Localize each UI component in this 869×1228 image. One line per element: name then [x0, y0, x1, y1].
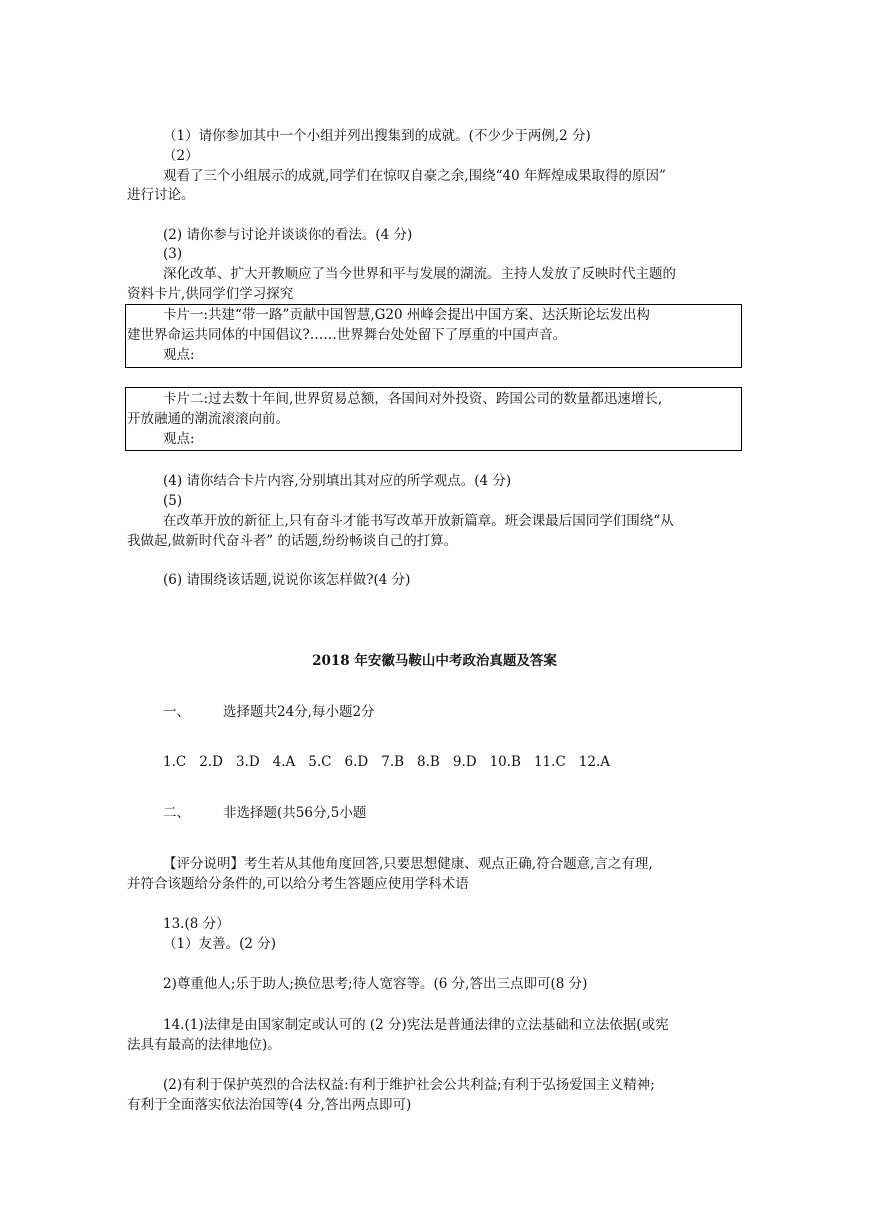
card-two-line-2: 开放融通的潮流滚滚向前。: [127, 411, 289, 427]
choice-8: 8.B: [417, 754, 440, 770]
question-2: (2) 请你参与讨论并谈谈你的看法。(4 分): [163, 227, 413, 243]
paragraph-2-line-2: 进行讨论。: [127, 187, 195, 203]
choice-6: 6.D: [344, 754, 369, 770]
heading-3: (3): [163, 246, 183, 262]
section-2-number: 二、: [163, 805, 190, 821]
section-1-number: 一、: [163, 704, 190, 720]
choice-answers: [163, 753, 610, 771]
card-two-viewpoint: 观点:: [163, 431, 195, 447]
card-one-viewpoint: 观点:: [163, 347, 195, 363]
paragraph-3-line-2: 资料卡片,供同学们学习探究: [127, 286, 294, 302]
answer-14-part-2-line-1: (2)有利于保护英烈的合法权益:有利于维护社会公共利益;有利于弘扬爱国主义精神;: [163, 1077, 655, 1093]
card-one-line-2: 建世界命运共同体的中国倡议?……世界舞台处处留下了厚重的中国声音。: [127, 327, 567, 343]
answer-14-line-1: 14.(1)法律是由国家制定或认可的 (2 分)宪法是普通法律的立法基础和立法依据(或宪: [163, 1017, 669, 1033]
answer-13-part-2: 2)尊重他人;乐于助人;换位思考;待人宽容等。(6 分,答出三点即可(8 分): [163, 976, 588, 992]
choice-7: 7.B: [381, 754, 405, 770]
choice-1: 1.C: [163, 754, 187, 770]
scoring-note-line-2: 并符合该题给分条件的,可以给分考生答题应使用学科术语: [127, 876, 469, 892]
answer-13-heading: 13.(8 分）: [163, 916, 230, 932]
choice-2: 2.D: [199, 754, 223, 770]
question-4: (4) 请你结合卡片内容,分别填出其对应的所学观点。(4 分): [163, 473, 512, 489]
card-one-line-1: 卡片一:共建“带一路”贡献中国智慧,G20 州峰会提出中国方案、达沃斯论坛发出构: [163, 307, 650, 323]
section-2-heading: 非选择题(共56分,5小题: [223, 805, 367, 821]
heading-2: （2）: [163, 148, 199, 164]
card-two-line-1: 卡片二:过去数十年间,世界贸易总额，各国间对外投资、跨国公司的数量都迅速增长,: [163, 391, 663, 407]
choice-12: 12.A: [578, 754, 610, 770]
choice-9: 9.D: [452, 754, 477, 770]
paragraph-3-line-1: 深化改革、扩大开教顺应了当今世界和平与发展的湖流。主持人发放了反映时代主题的: [163, 266, 676, 282]
paragraph-5-line-1: 在改革开放的新征上,只有奋斗才能书写改革开放新篇章。班会课最后国同学们围绕“从: [163, 513, 674, 529]
section-1-heading: 选择题共24分,每小题2分: [223, 704, 375, 720]
answer-13-part-1: （1）友善。(2 分): [163, 936, 277, 952]
choice-5: 5.C: [308, 754, 332, 770]
paragraph-2-line-1: 观看了三个小组展示的成就,同学们在惊叹自豪之余,围绕“40 年辉煌成果取得的原因”: [163, 168, 666, 184]
question-1: （1）请你参加其中一个小组并列出搜集到的成就。(不少少于两例,2 分): [163, 128, 591, 144]
answers-title: 2018 年安徽马鞍山中考政治真题及答案: [312, 653, 557, 669]
choice-11: 11.C: [533, 754, 566, 770]
paragraph-5-line-2: 我做起,做新时代奋斗者” 的话题,纷纷畅谈自己的打算。: [127, 533, 458, 549]
answer-14-part-2-line-2: 有利于全面落实依法治国等(4 分,答出两点即可): [127, 1097, 412, 1113]
scoring-note-line-1: 【评分说明】考生若从其他角度回答,只要思想健康、观点正确,符合题意,言之有理,: [163, 856, 653, 872]
choice-10: 10.B: [489, 754, 521, 770]
answer-14-line-2: 法具有最高的法律地位)。: [127, 1037, 281, 1053]
heading-5: (5): [163, 493, 183, 509]
choice-3: 3.D: [235, 754, 260, 770]
question-6: (6) 请围绕该话题,说说你该怎样做?(4 分): [163, 572, 411, 588]
choice-4: 4.A: [272, 754, 296, 770]
